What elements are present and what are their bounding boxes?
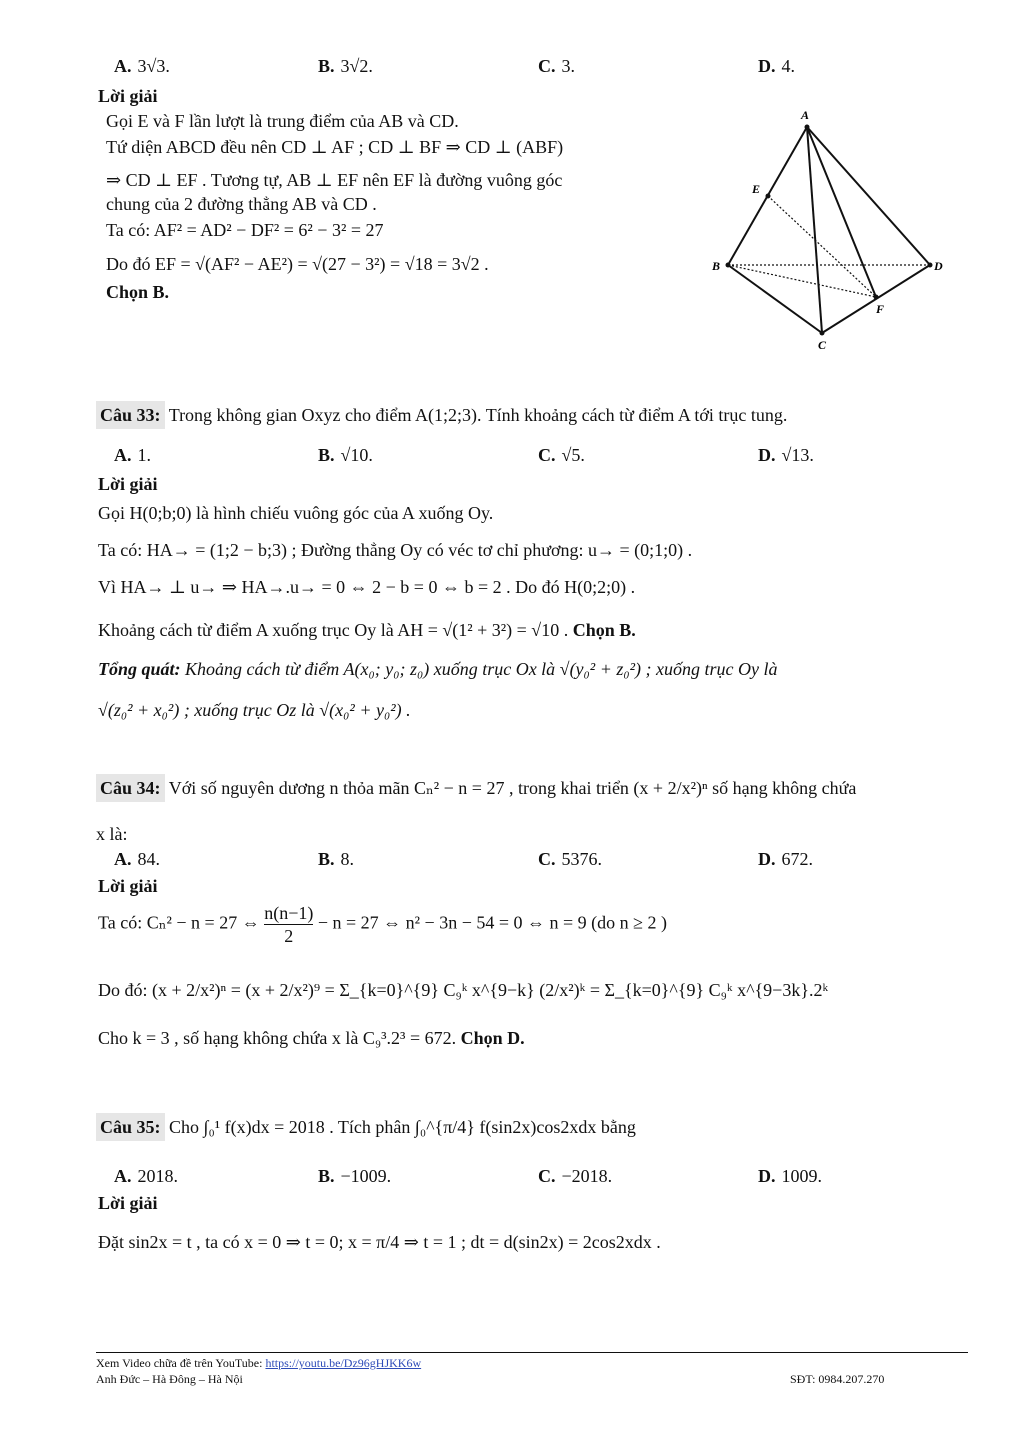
youtube-link[interactable]: https://youtu.be/Dz96gHJKK6w (265, 1356, 422, 1370)
q33-solution-heading: Lời giải (98, 474, 158, 494)
q32-option-d: D. 4. (758, 56, 795, 76)
q34-question: Với số nguyên dương n thỏa mãn Cₙ² − n = 27 , trong khai triển (x + 2/x²)ⁿ số hạng không chứa (168, 778, 857, 798)
label-b: B (712, 259, 721, 273)
q34-option-a: A. 84. (114, 849, 160, 869)
footer-author: Anh Đức – Hà Đông – Hà Nội (96, 1372, 243, 1386)
q34-label: Câu 34: (96, 774, 165, 802)
q32-solution-heading: Lời giải (98, 86, 158, 106)
label-f: F (876, 302, 885, 316)
q34-option-b: B. 8. (318, 849, 355, 869)
label-d: D (934, 259, 943, 273)
q34-line-2: Do đó: (x + 2/x²)ⁿ = (x + 2/x²)⁹ = Σ_{k=0}^{9} C₉ᵏ x^{9−k} (2/x²)ᵏ = Σ_{k=0}^{9} C₉ᵏ x^{9−3k}.2ᵏ (98, 980, 829, 1000)
q32-line-5: Ta có: AF² = AD² − DF² = 6² − 3² = 27 (106, 220, 384, 240)
q35-question: Cho ∫₀¹ f(x)dx = 2018 . Tích phân ∫₀^{π/4} f(sin2x)cos2xdx bằng (169, 1117, 636, 1137)
q32-option-a: A. 3√3. (114, 56, 170, 76)
q33-question: Trong không gian Oxyz cho điểm A(1;2;3). Tính khoảng cách từ điểm A tới trục tung. (168, 405, 788, 425)
label-a: A (801, 108, 810, 122)
q35-question-row (96, 1117, 636, 1138)
q32-conclusion: Chọn B. (106, 282, 170, 302)
q35-label: Câu 35: (96, 1113, 165, 1141)
q33-option-d: D. √13. (758, 445, 814, 465)
q32-line-1: Gọi E và F lần lượt là trung điểm của AB và CD. (106, 111, 459, 131)
q33-option-c: C. √5. (538, 445, 585, 465)
q32-line-2: Tứ diện ABCD đều nên CD ⊥ AF ; CD ⊥ BF ⇒ CD ⊥ (ABF) (106, 137, 564, 157)
q34-fraction: $\frac{n(n-1)}{2}$ (264, 903, 314, 946)
q34-conclusion: Chọn D. (460, 1028, 525, 1048)
footer-phone: SĐT: 0984.207.270 (790, 1372, 885, 1386)
q32-line-3: ⇒ CD ⊥ EF . Tương tự, AB ⊥ EF nên EF là đường vuông góc (106, 170, 563, 190)
q34-line-1: Ta có: Cₙ² − n = 27 ⇔ $\frac{n(n-1)}{2}$ − n = 27 ⇔ n² − 3n − 54 = 0 ⇔ n = 9 (do n ≥ 2 ) (98, 903, 668, 946)
q34-solution-heading: Lời giải (98, 876, 158, 896)
q33-general-line-1: Tổng quát: Khoảng cách từ điểm A(x₀; y₀; z₀) xuống trục Ox là √(y₀² + z₀²) ; xuống trục Oy là (98, 659, 778, 679)
q33-line-2: Ta có: HA→ = (1;2 − b;3) ; Đường thẳng Oy có véc tơ chỉ phương: u→ = (0;1;0) . (98, 540, 693, 560)
q34-question-cont: x là: (96, 824, 128, 844)
q35-option-b: B. −1009. (318, 1166, 392, 1186)
q32-line-4: chung của 2 đường thẳng AB và CD . (106, 194, 377, 214)
q35-option-a: A. 2018. (114, 1166, 178, 1186)
q33-conclusion: Chọn B. (572, 620, 636, 640)
q35-solution-heading: Lời giải (98, 1193, 158, 1213)
footer-divider (96, 1352, 968, 1353)
q34-option-c: C. 5376. (538, 849, 602, 869)
q33-general-label: Tổng quát: (98, 659, 181, 679)
tetrahedron-figure (700, 105, 960, 355)
q33-question-row (96, 405, 787, 426)
footer-video: Xem Video chữa đề trên YouTube: https://youtu.be/Dz96gHJKK6w (96, 1356, 422, 1370)
q34-option-d: D. 672. (758, 849, 813, 869)
q33-option-b: B. √10. (318, 445, 373, 465)
q33-line-3: Vì HA→ ⊥ u→ ⇒ HA→.u→ = 0 ⇔ 2 − b = 0 ⇔ b = 2 . Do đó H(0;2;0) . (98, 577, 636, 597)
q35-option-c: C. −2018. (538, 1166, 613, 1186)
q32-option-b: B. 3√2. (318, 56, 373, 76)
q35-line-1: Đặt sin2x = t , ta có x = 0 ⇒ t = 0; x = π/4 ⇒ t = 1 ; dt = d(sin2x) = 2cos2xdx . (98, 1232, 661, 1252)
q34-question-row (96, 778, 856, 799)
q35-option-d: D. 1009. (758, 1166, 822, 1186)
label-c: C (818, 338, 827, 352)
q32-line-6: Do đó EF = √(AF² − AE²) = √(27 − 3²) = √18 = 3√2 . (106, 254, 489, 274)
q33-option-a: A. 1. (114, 445, 151, 465)
q32-option-c: C. 3. (538, 56, 575, 76)
label-e: E (752, 182, 761, 196)
q33-general-line-2: √(z₀² + x₀²) ; xuống trục Oz là √(x₀² + y₀²) . (98, 700, 411, 720)
q34-line-3: Cho k = 3 , số hạng không chứa x là C₉³.2³ = 672. Chọn D. (98, 1028, 525, 1048)
q33-line-1: Gọi H(0;b;0) là hình chiếu vuông góc của A xuống Oy. (98, 503, 494, 523)
q33-line-4: Khoảng cách từ điểm A xuống trục Oy là AH = √(1² + 3²) = √10 . Chọn B. (98, 620, 636, 640)
q33-label: Câu 33: (96, 401, 165, 429)
